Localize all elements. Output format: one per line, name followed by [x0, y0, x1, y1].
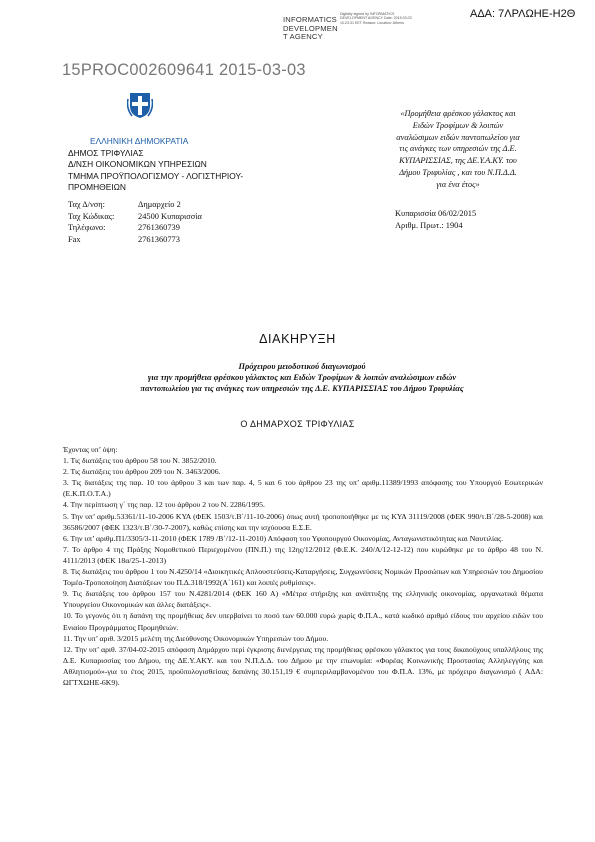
ada-code: ΑΔΑ: 7ΛΡΛΩΗΕ-Η2Θ: [470, 8, 576, 20]
document-subtitle: [62, 361, 542, 395]
subject-block: [358, 108, 558, 191]
contact-info: [68, 199, 202, 245]
contact-label: Τηλέφωνο:: [68, 223, 106, 233]
greek-emblem-icon: [127, 90, 153, 120]
department-line-2: ΠΡΟΜΗΘΕΙΩΝ: [68, 182, 126, 193]
body-paragraph: Έχοντας υπ’ όψη:: [63, 445, 118, 454]
contact-value: 2761360739: [138, 223, 180, 233]
body-paragraph: 10. Το γεγονός ότι η δαπάνη της προμήθειας δεν υπερβαίνει το ποσό των 60.000 ευρώ χωρίς Φ.Π.Α., κατά κωδικό αριθμό είδους του αρχείου ειδών του Ενιαίου Προγράμματος Προμηθειών.: [63, 611, 543, 632]
subject-line: Δήμου Τριφυλίας , και του Ν.Π.Δ.Δ.: [399, 167, 517, 177]
contact-value: 2761360773: [138, 234, 180, 244]
body-paragraph: 4. Την περίπτωση γ΄ της παρ. 12 του άρθρου 2 του Ν. 2286/1995.: [63, 500, 265, 510]
body-paragraph: 9. Τις διατάξεις του άρθρου 157 του Ν.4281/2014 (ΦΕΚ 160 Α) «Μέτρα στήριξης και ανάπτυξης της ελληνικής οικονομίας, οργανωτικά θέματα Υπουργείου Οικονομικών και άλλες διατάξεις».: [63, 589, 543, 610]
subtitle-line: Πρόχειρου μειοδοτικού διαγωνισμού: [238, 362, 366, 371]
contact-label: Ταχ Δ/νση:: [68, 200, 105, 209]
protocol-number: Αριθμ. Πρωτ.: 1904: [395, 220, 463, 230]
body-paragraph: 8. Τις διατάξεις του άρθρου 1 του Ν.4250/14 «Διοικητικές Απλουστεύσεις-Καταργήσεις, Συγχωνεύσεις Νομικών Προσώπων και Υπηρεσιών του Δημοσίου Τομέα-Τροποποίηση Διατάξεων του Π.Δ.318/1992(Α΄161) και λοιπές ρυθμίσεις».: [63, 567, 543, 588]
contact-value: Δημαρχείο 2: [138, 200, 181, 209]
signature-line-2: DEVELOPMEN: [283, 23, 338, 33]
country-name: ΕΛΛΗΝΙΚΗ ΔΗΜΟΚΡΑΤΙΑ: [90, 136, 189, 146]
signature-details: Digitally signed by INFORMATICS DEVELOPMENT AGENCY Date: 2015.03.03 10:23:31 EET Reason: Location: Athens: [340, 12, 412, 25]
subject-line: αναλώσιμων ειδών παντοπωλείου για: [396, 132, 520, 142]
body-paragraph: 11. Την υπ’ αριθ. 3/2015 μελέτη της Διεύθυνσης Οικονομικών Υπηρεσιών του Δήμου.: [63, 633, 329, 643]
contact-row: [68, 234, 202, 246]
body-paragraph: 5. Την υπ’ αριθμ.53361/11-10-2006 ΚΥΑ (ΦΕΚ 1503/τ.Β΄/11-10-2006) όπως αυτή τροποποιήθηκε με τις ΚΥΑ 31119/2008 (ΦΕΚ 990/τ.Β΄/28-5-2008) και 36586/2007 (ΦΕΚ 1323/τ.Β΄/30-7-2007), καθώς επίσης και την ισχύουσα Ε.Σ.Ε.: [63, 511, 543, 532]
subject-line: ΚΥΠΑΡΙΣΣΙΑΣ, της ΔΕ.Υ.Α.ΚΥ. του: [399, 156, 517, 166]
signature-line-1: INFORMATICS: [283, 15, 337, 24]
body-paragraph: 12. Την υπ’ αριθ. 37/04-02-2015 απόφαση Δημάρχου περί έγκρισης διενέργειας της προμήθειας φρέσκου γάλακτος για τους δικαιούχους υπαλλήλους της Δ.Ε. Κυπαρισσίας του Δήμου, της ΔΕ.Υ.ΑΚΥ. και του Ν.Π.Δ.Δ. του Δήμου με την επωνυμία: «Φορέας Κοινωνικής Προστασίας Αλληλεγγύης και Αθλητισμού»-για το έτος 2015, προϋπολογισθείσας δαπάνης 30.151,19 € συμπεριλαμβανομένου του Φ.Π.Α. 13%, με πρόχειρο διαγωνισμό ( ΑΔΑ: ΩΓΤΧΩΗΕ-6Κ9).: [63, 644, 543, 687]
date-protocol-block: [395, 208, 476, 231]
issuer-header: [68, 136, 243, 194]
subject-line: τις ανάγκες των υπηρεσιών της Δ.Ε.: [399, 144, 517, 154]
municipality-name: ΔΗΜΟΣ ΤΡΙΦΥΛΙΑΣ: [68, 147, 144, 158]
subject-line: «Προμήθεια φρέσκου γάλακτος και: [400, 109, 516, 118]
protocol-stamp: 15PROC002609641 2015-03-03: [62, 61, 306, 79]
document-body: [63, 444, 543, 688]
subject-line: για ένα έτος»: [436, 179, 480, 189]
subtitle-line: για την προμήθεια φρέσκου γάλακτος και Ειδών Τροφίμων & λοιπών αναλώσιμων ειδών: [147, 373, 457, 383]
department-line-1: ΤΜΗΜΑ ΠΡΟΫΠΟΛΟΓΙΣΜΟΥ - ΛΟΓΙΣΤΗΡΙΟΥ-: [68, 170, 244, 181]
body-paragraph: 1. Τις διατάξεις του άρθρου 58 του Ν. 3852/2010.: [63, 456, 217, 466]
subject-line: Ειδών Τροφίμων & λοιπών: [412, 120, 504, 130]
document-title: ΔΙΑΚΗΡΥΞΗ: [259, 332, 336, 346]
contact-row: [68, 211, 202, 223]
body-paragraph: 2. Τις διατάξεις του άρθρου 209 του Ν. 3463/2006.: [63, 467, 221, 477]
contact-label: Fax: [68, 234, 81, 244]
subtitle-line: παντοπωλείου για τις ανάγκες των υπηρεσιών της Δ.Ε. ΚΥΠΑΡΙΣΣΙΑΣ του Δήμου Τριφυλίας: [140, 384, 464, 394]
body-paragraph: 6. Την υπ’ αριθμ.Π1/3305/3-11-2010 (ΦΕΚ 1789 /Β΄/12-11-2010) Απόφαση του Υφυπουργού Οικονομίας, Ανταγωνιστικότητας και Ναυτιλίας.: [63, 533, 504, 543]
mayor-heading: Ο ΔΗΜΑΡΧΟΣ ΤΡΙΦΥΛΙΑΣ: [240, 419, 355, 429]
body-paragraph: 7. Το άρθρο 4 της Πράξης Νομοθετικού Περιεχομένου (ΠΝ.Π.) της 12ης/12/2012 (Φ.Ε.Κ. 240/Α/12-12-12) που κυρώθηκε με το άρθρο 48 του Ν. 4111/2013 (ΦΕΚ 18α/25-1-2013): [63, 544, 543, 565]
directorate-name: Δ/ΝΣΗ ΟΙΚΟΝΟΜΙΚΩΝ ΥΠΗΡΕΣΙΩΝ: [68, 159, 207, 170]
contact-label: Ταχ Κώδικας:: [68, 211, 115, 221]
body-paragraph: 3. Τις διατάξεις της παρ. 10 του άρθρου 3 και των παρ. 4, 5 και 6 του άρθρου 23 της υπ’ αριθμ.11389/1993 απόφασης του Υπουργού Εσωτερικών (Ε.Κ.Π.Ο.Τ.Α.): [63, 478, 543, 499]
signature-name: [283, 16, 338, 42]
signature-line-3: T AGENCY: [283, 32, 323, 42]
contact-row: [68, 222, 202, 234]
contact-row: [68, 199, 202, 211]
contact-value: 24500 Κυπαρισσία: [138, 211, 202, 221]
document-date: Κυπαρισσία 06/02/2015: [395, 209, 477, 218]
